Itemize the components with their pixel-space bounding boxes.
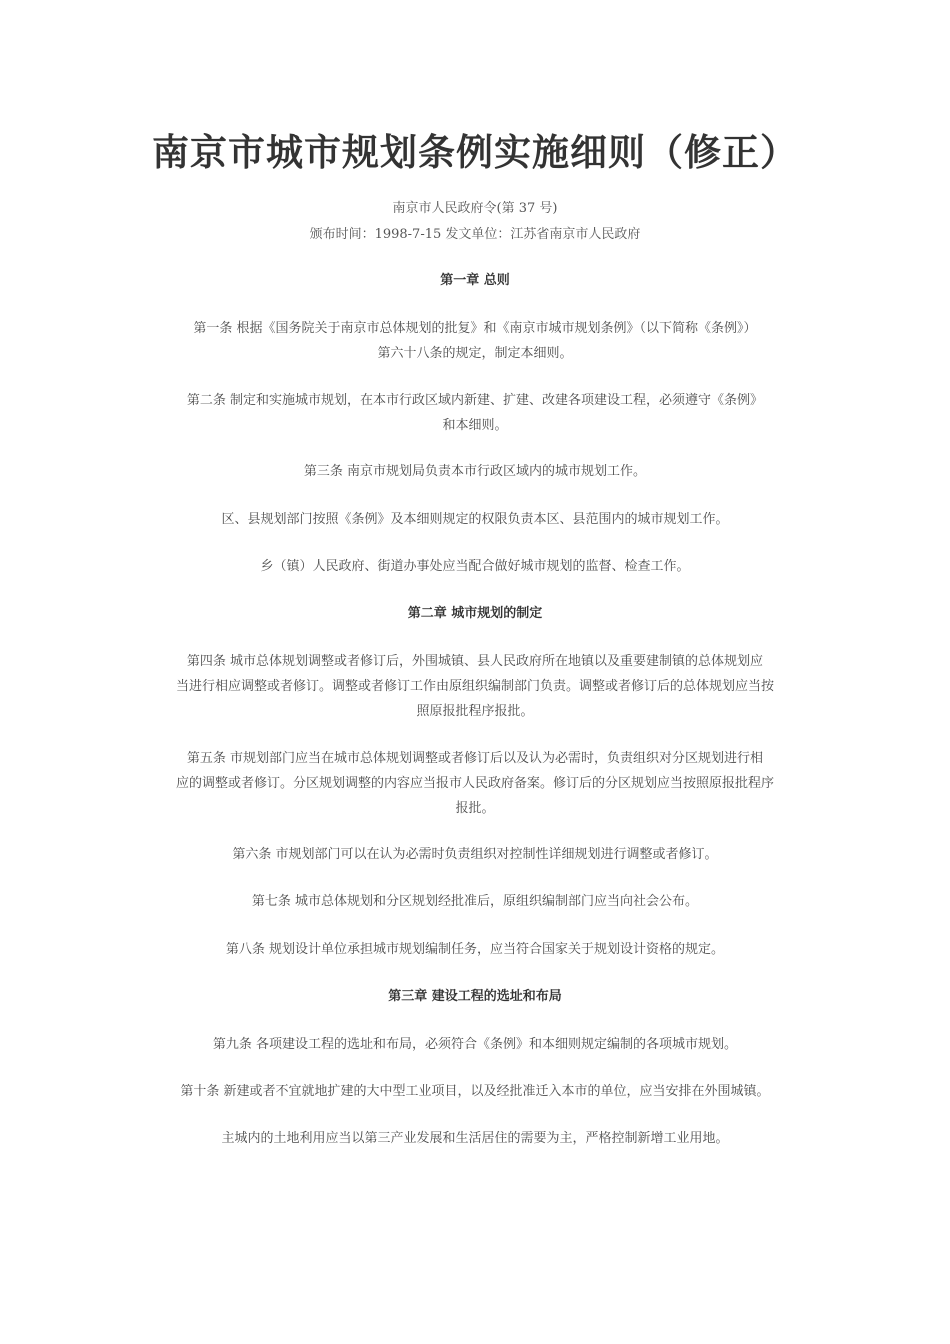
article-5-line-1: 第五条 市规划部门应当在城市总体规划调整或者修订后以及认为必需时，负责组织对分区规划进行相 — [186, 751, 764, 766]
article-1-line-2: 第六十八条的规定，制定本细则。 — [377, 346, 573, 361]
article-4-line-2: 当进行相应调整或者修订。调整或者修订工作由原组织编制部门负责。调整或者修订后的总体规划应当按 — [175, 679, 774, 694]
article-3-paragraph-3: 乡（镇）人民政府、街道办事处应当配合做好城市规划的监督、检查工作。 — [260, 559, 690, 574]
article-10-paragraph-2: 主城内的土地利用应当以第三产业发展和生活居住的需要为主，严格控制新增工业用地。 — [221, 1131, 729, 1146]
article-8: 第八条 规划设计单位承担城市规划编制任务，应当符合国家关于规划设计资格的规定。 — [225, 942, 725, 957]
article-3-paragraph-2: 区、县规划部门按照《条例》及本细则规定的权限负责本区、县范围内的城市规划工作。 — [221, 512, 729, 527]
article-5-line-2: 应的调整或者修订。分区规划调整的内容应当报市人民政府备案。修订后的分区规划应当按照原报批程序 — [175, 776, 774, 791]
article-6: 第六条 市规划部门可以在认为必需时负责组织对控制性详细规划进行调整或者修订。 — [232, 847, 718, 862]
article-4-line-1: 第四条 城市总体规划调整或者修订后，外围城镇、县人民政府所在地镇以及重要建制镇的总体规划应 — [186, 654, 764, 669]
article-9: 第九条 各项建设工程的选址和布局，必须符合《条例》和本细则规定编制的各项城市规划。 — [212, 1037, 738, 1052]
article-10: 第十条 新建或者不宜就地扩建的大中型工业项目，以及经批准迁入本市的单位，应当安排在外围城镇。 — [180, 1084, 770, 1099]
decree-number: 南京市人民政府令(第 37 号) — [392, 201, 558, 216]
chapter-heading-2: 第二章 城市规划的制定 — [407, 606, 543, 621]
article-1-line-1: 第一条 根据《国务院关于南京市总体规划的批复》和《南京市城市规划条例》（以下简称《条例》） — [193, 321, 757, 336]
chapter-heading-3: 第三章 建设工程的选址和布局 — [388, 989, 562, 1004]
article-3: 第三条 南京市规划局负责本市行政区域内的城市规划工作。 — [303, 464, 647, 479]
article-2-line-2: 和本细则。 — [442, 418, 508, 433]
article-4-line-3: 照原报批程序报批。 — [416, 704, 534, 719]
chapter-heading-1: 第一章 总则 — [440, 273, 510, 288]
article-2-line-1: 第二条 制定和实施城市规划，在本市行政区域内新建、扩建、改建各项建设工程，必须遵守《条例》 — [186, 393, 764, 408]
article-7: 第七条 城市总体规划和分区规划经批准后，原组织编制部门应当向社会公布。 — [251, 894, 699, 909]
article-5-line-3: 报批。 — [455, 801, 495, 816]
issue-info: 颁布时间：1998-7-15 发文单位：江苏省南京市人民政府 — [309, 227, 641, 242]
document-title: 南京市城市规划条例实施细则（修正） — [152, 131, 798, 174]
